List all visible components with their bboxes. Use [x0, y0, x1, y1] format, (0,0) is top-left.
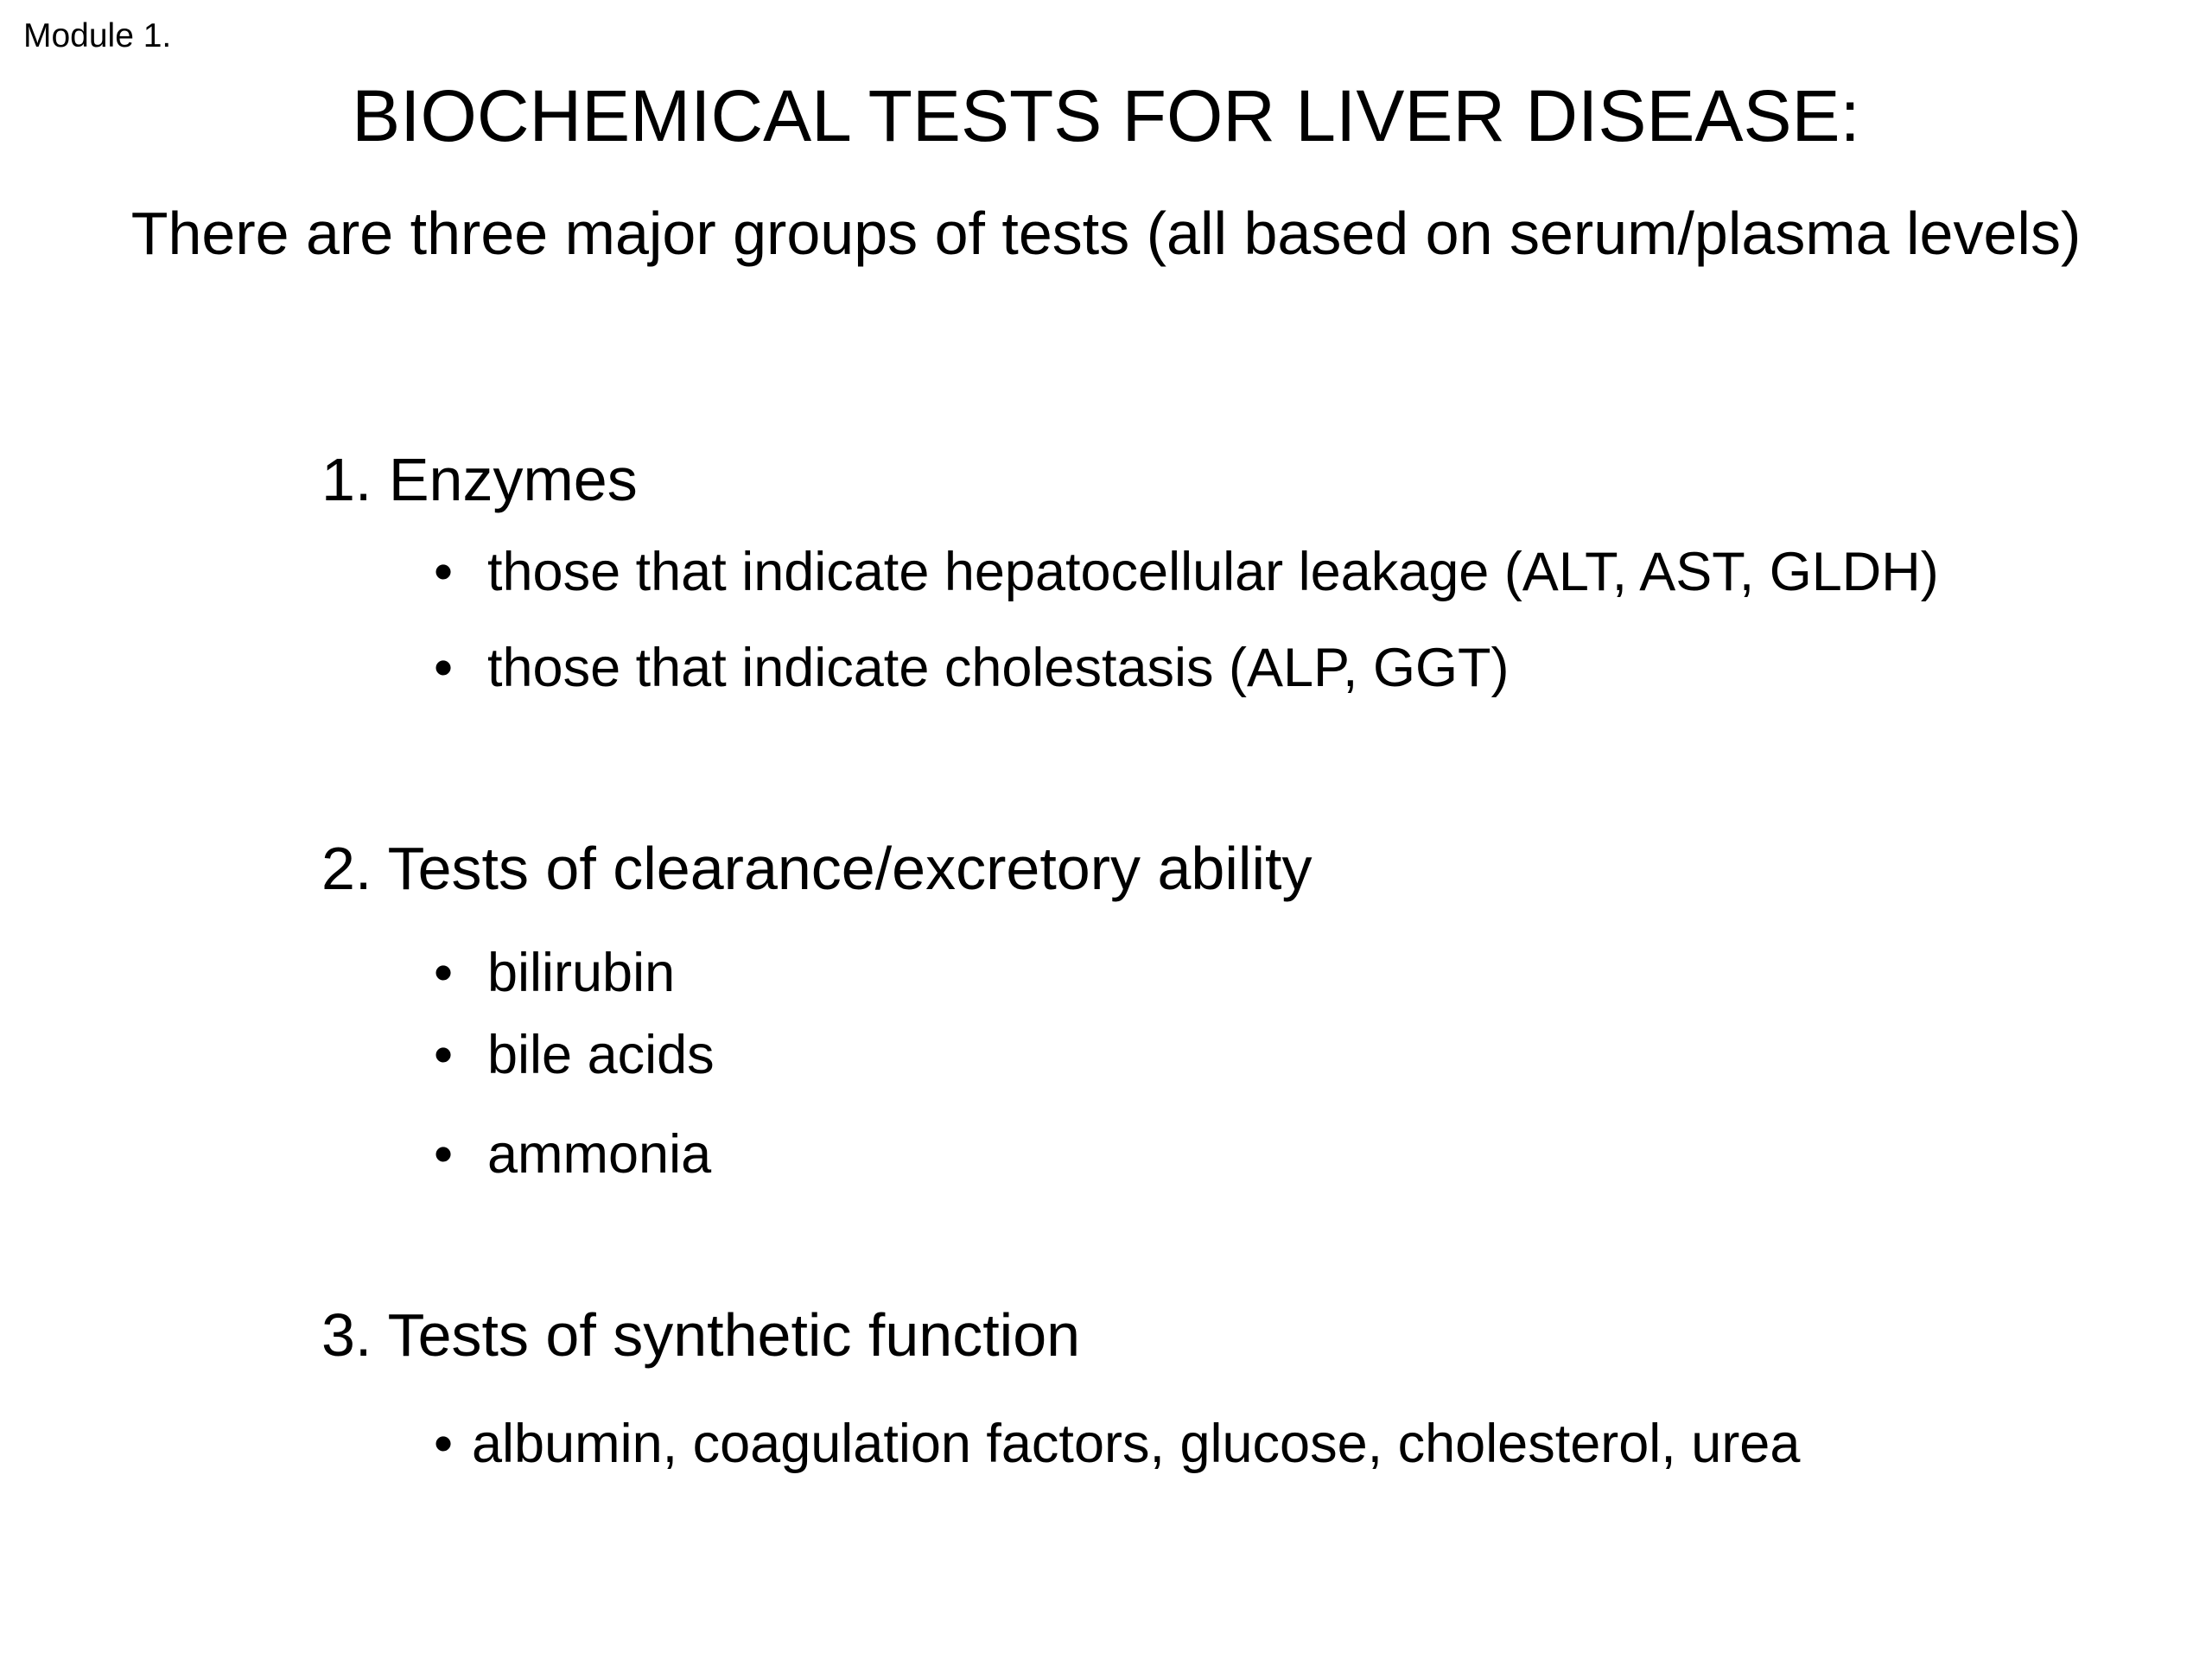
- list-item-text: those that indicate hepatocellular leakage (ALT, AST, GLDH): [487, 542, 1939, 602]
- list-item: [434, 943, 676, 1003]
- list-item-text: ammonia: [487, 1124, 712, 1185]
- list-item-text: bile acids: [487, 1025, 715, 1085]
- list-item: [434, 542, 1939, 602]
- list-item-text: those that indicate cholestasis (ALP, GGT): [487, 638, 1510, 698]
- section-heading-clearance: 2. Tests of clearance/excretory ability: [321, 835, 1313, 902]
- list-item: [434, 1124, 712, 1185]
- module-label: Module 1.: [23, 17, 172, 54]
- bullet-icon: •: [434, 1025, 454, 1085]
- slide-subtitle: There are three major groups of tests (all based on serum/plasma levels): [130, 200, 2082, 267]
- bullet-icon: •: [434, 1414, 454, 1474]
- bullet-icon: •: [434, 638, 454, 698]
- bullet-icon: •: [434, 1124, 454, 1185]
- section-heading-synthetic: 3. Tests of synthetic function: [321, 1301, 1081, 1369]
- list-item: [434, 638, 1510, 698]
- list-item-text: bilirubin: [487, 943, 676, 1003]
- list-item: [434, 1414, 1801, 1474]
- list-item-text: albumin, coagulation factors, glucose, cholesterol, urea: [472, 1414, 1801, 1474]
- slide-title: BIOCHEMICAL TESTS FOR LIVER DISEASE:: [352, 75, 1860, 156]
- list-item: [434, 1025, 715, 1085]
- bullet-icon: •: [434, 542, 454, 602]
- bullet-icon: •: [434, 943, 454, 1003]
- section-heading-enzymes: 1. Enzymes: [321, 446, 638, 513]
